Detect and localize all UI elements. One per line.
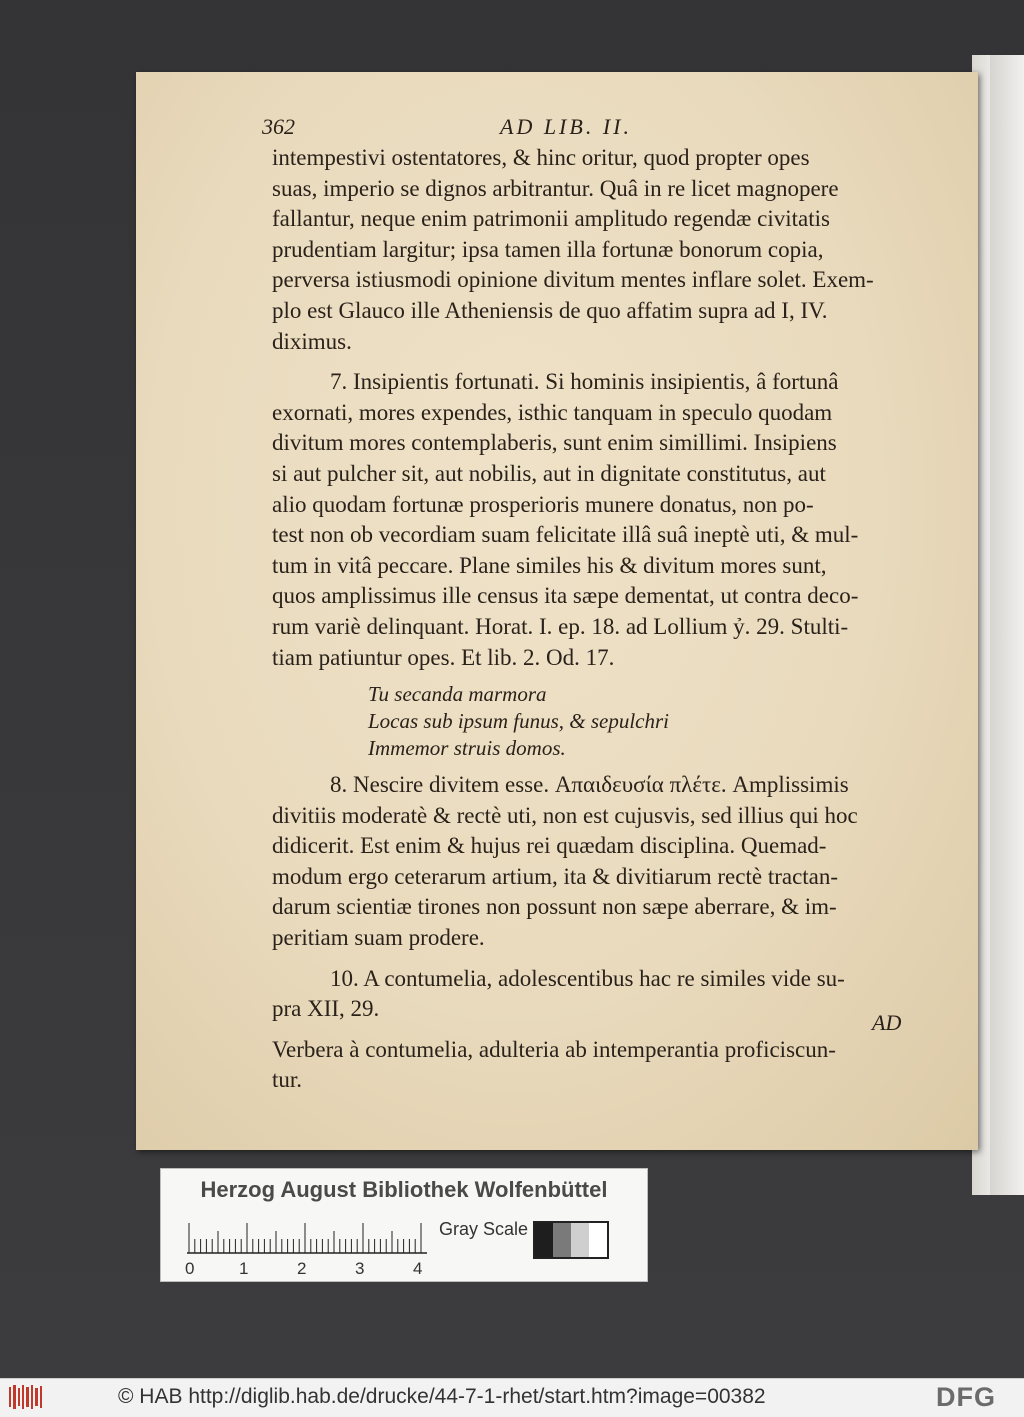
page-header [262,114,722,144]
ruler-number: 4 [413,1259,423,1278]
color-calibration-card [160,1168,648,1282]
gray-swatch [535,1223,553,1257]
copyright-link[interactable]: © HAB http://diglib.hab.de/drucke/44-7-1-rhet/start.htm?image=00382 [118,1385,766,1408]
text-line: tur. [272,1067,303,1093]
verse-line: Locas sub ipsum funus, & sepulchri [368,709,670,734]
paragraph-3 [272,770,934,954]
gray-swatch [571,1223,589,1257]
paragraph-4 [272,964,934,1025]
text-line: pra XII, 29. [272,996,380,1022]
dfg-logo: DFG [936,1382,996,1412]
text-line: divitum mores contemplaberis, sunt enim simillimi. Insipiens [272,430,837,456]
text-line: rum variè delinquant. Horat. I. ep. 18. ad Lollium ỷ. 29. Stulti- [272,613,849,639]
text-line: suas, imperio se dignos arbitrantur. Quâ in re licet magnopere [272,175,839,201]
text-line: peritiam suam prodere. [272,925,485,951]
text-line: diximus. [272,328,352,354]
verse-line: Tu secanda marmora [368,682,547,707]
text-line: divitiis moderatè & rectè uti, non est cujusvis, sed illius qui hoc [272,802,858,828]
text-line: intempestivi ostentatores, & hinc oritur, quod propter opes [272,145,810,170]
paragraph-1 [272,143,934,357]
text-line: didicerit. Est enim & hujus rei quædam disciplina. Quemad- [272,833,827,859]
ruler-scale [187,1215,427,1255]
ruler-numbers [181,1259,441,1279]
gray-scale-swatches [533,1221,609,1259]
text-line: darum scientiæ tirones non possunt non sæpe aberrare, & im- [272,894,837,920]
text-line: test non ob vecordiam suam felicitate illâ suâ ineptè uti, & mul- [272,522,859,548]
text-line: prudentiam largitur; ipsa tamen illa fortunæ bonorum copia, [272,236,824,262]
text-line: exornati, mores expendes, isthic tanquam in speculo quodam [272,399,833,425]
text-line: 8. Nescire divitem esse. Απαιδευσία πλέτε. Amplissimis [330,772,849,798]
ruler-number: 1 [239,1259,249,1278]
library-name: Herzog August Bibliothek Wolfenbüttel [200,1177,608,1202]
verse-line: Immemor struis domos. [368,736,566,761]
text-line: tiam patiuntur opes. Et lib. 2. Od. 17. [272,644,615,670]
ruler-number: 0 [185,1259,195,1278]
text-line: quos amplissimus ille census ita sæpe dementat, ut contra deco- [272,583,859,609]
text-line: plo est Glauco ille Atheniensis de quo affatim supra ad I, IV. [272,297,828,323]
text-line: 10. A contumelia, adolescentibus hac re similes vide su- [330,965,845,991]
ruler-number: 2 [297,1259,307,1278]
barcode-icon [8,1383,44,1411]
gray-scale-label: Gray Scale [439,1219,529,1239]
text-line: tum in vitâ peccare. Plane similes his & divitum mores sunt, [272,552,827,578]
gray-swatch [553,1223,571,1257]
text-line: perversa istiusmodi opinione divitum mentes inflare solet. Exem- [272,267,874,293]
text-line: si aut pulcher sit, aut nobilis, aut in dignitate constitutus, aut [272,460,826,486]
text-line: 7. Insipientis fortunati. Si hominis insipientis, â fortunâ [330,369,839,395]
paragraph-2 [272,367,934,673]
ruler-number: 3 [355,1259,365,1278]
body-text [272,143,934,1096]
adjacent-page-shadow [990,55,1024,1195]
verse-quote [272,681,934,762]
page-number: 362 [262,114,295,139]
text-line: alio quodam fortunæ prosperioris munere donatus, non po- [272,491,814,517]
gray-swatch [589,1223,607,1257]
running-head: AD LIB. II. [500,114,632,139]
catchword: AD [872,1010,902,1035]
text-line: fallantur, neque enim patrimonii amplitudo regendæ civitatis [272,206,830,232]
footer-bar [0,1378,1024,1417]
text-line: modum ergo ceterarum artium, ita & divitiarum rectè tractan- [272,863,839,889]
text-line: Verbera à contumelia, adulteria ab intemperantia proficiscun- [272,1036,836,1062]
paragraph-5 [272,1035,934,1096]
